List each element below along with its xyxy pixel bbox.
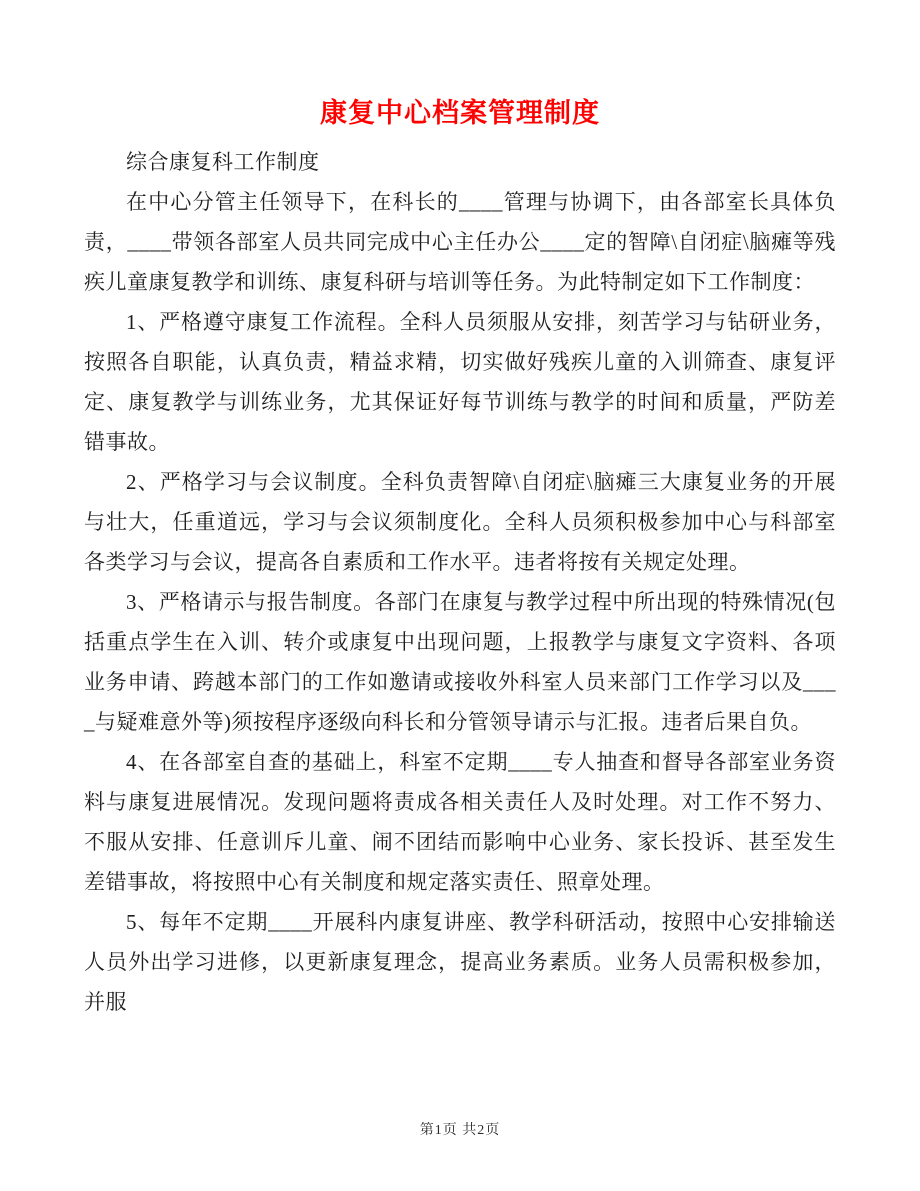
page-footer (0, 1119, 920, 1139)
paragraph-rule-5: 5、每年不定期____开展科内康复讲座、教学科研活动，按照中心安排输送人员外出学习进修，以更新康复理念，提高业务素质。业务人员需积极参加，并服 (84, 910, 836, 1014)
paragraph-intro: 在中心分管主任领导下，在科长的____管理与协调下，由各部室长具体负责，____带领各部室人员共同完成中心主任办公____定的智障\自闭症\脑瘫等残疾儿童康复教学和训练、康复科研与培训等任务。为此特制定如下工作制度： (84, 190, 836, 294)
document-subtitle: 综合康复科工作制度 (126, 150, 320, 174)
paragraph-rule-3: 3、严格请示与报告制度。各部门在康复与教学过程中所出现的特殊情况(包括重点学生在入训、转介或康复中出现问题，上报教学与康复文字资料、各项业务申请、跨越本部门的工作如邀请或接收外科室人员来部门工作学习以及____与疑难意外等)须按程序逐级向科长和分管领导请示与汇报。违者后果自负。 (84, 590, 836, 734)
paragraph-rule-4: 4、在各部室自查的基础上，科室不定期____专人抽查和督导各部室业务资料与康复进展情况。发现问题将责成各相关责任人及时处理。对工作不努力、不服从安排、任意训斥儿童、闹不团结而影响中心业务、家长投诉、甚至发生差错事故，将按照中心有关制度和规定落实责任、照章处理。 (84, 750, 836, 894)
document-body (84, 142, 836, 1022)
page-number-label: 第1页 共2页 (419, 1123, 501, 1138)
paragraph-rule-1: 1、严格遵守康复工作流程。全科人员须服从安排，刻苦学习与钻研业务，按照各自职能，认真负责，精益求精，切实做好残疾儿童的入训筛查、康复评定、康复教学与训练业务，尤其保证好每节训练与教学的时间和质量，严防差错事故。 (84, 310, 836, 454)
document-title: 康复中心档案管理制度 (320, 98, 600, 128)
paragraph-rule-2: 2、严格学习与会议制度。全科负责智障\自闭症\脑瘫三大康复业务的开展与壮大，任重道远，学习与会议须制度化。全科人员须积极参加中心与科部室各类学习与会议，提高各自素质和工作水平。违者将按有关规定处理。 (84, 470, 836, 574)
